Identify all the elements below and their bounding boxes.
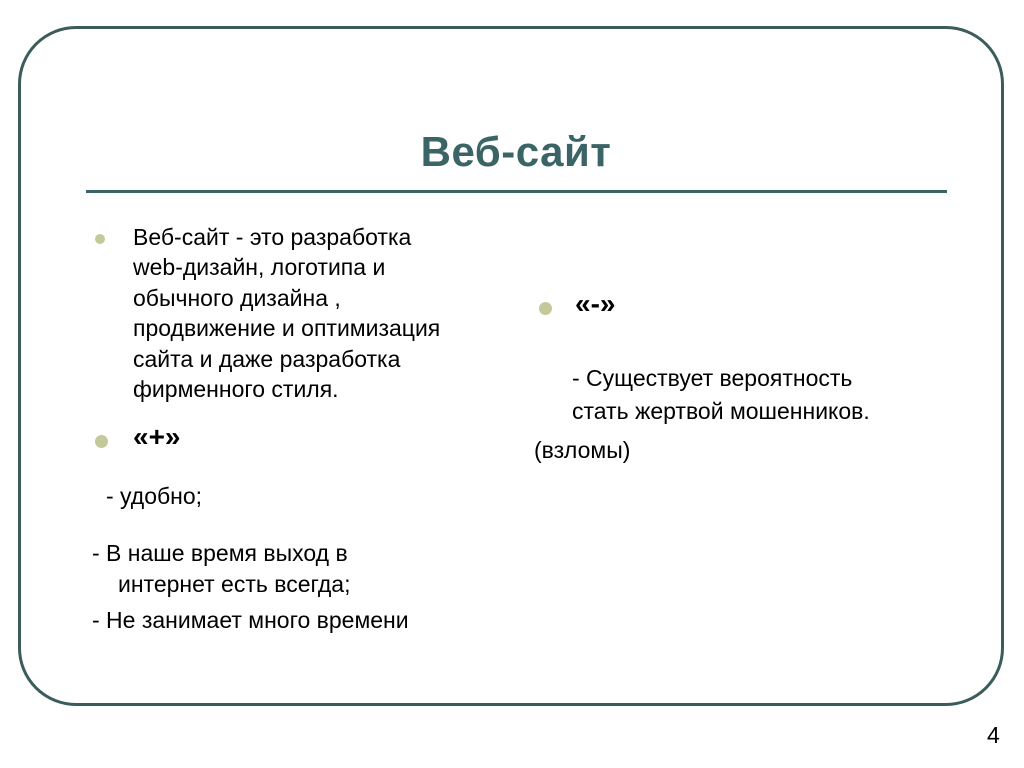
cons-heading: «-» (575, 288, 616, 319)
slide-title: Веб-сайт (420, 128, 612, 175)
pros-item: - Не занимает много времени (92, 607, 409, 633)
bullet-dot-icon (95, 234, 105, 244)
pros-heading: «+» (133, 421, 181, 452)
title-underline (86, 190, 947, 193)
page-number: 4 (987, 722, 1000, 748)
definition-line: Веб-сайт - это разработка (133, 224, 412, 250)
cons-item: (взломы) (534, 437, 631, 463)
pros-item: - удобно; (106, 483, 203, 509)
definition-line: обычного дизайна , (133, 285, 341, 311)
definition-line: web-дизайн, логотипа и (133, 254, 386, 280)
definition-line: продвижение и оптимизация (133, 315, 441, 341)
pros-item: - В наше время выход в (92, 540, 348, 566)
cons-item: стать жертвой мошенников. (572, 398, 870, 424)
definition-line: сайта и даже разработка (133, 346, 401, 372)
definition-line: фирменного стиля. (133, 376, 339, 402)
bullet-dot-icon (95, 435, 108, 448)
bullet-dot-icon (539, 302, 552, 315)
pros-item: интернет есть всегда; (118, 571, 351, 597)
cons-item: - Существует вероятность (572, 365, 853, 391)
